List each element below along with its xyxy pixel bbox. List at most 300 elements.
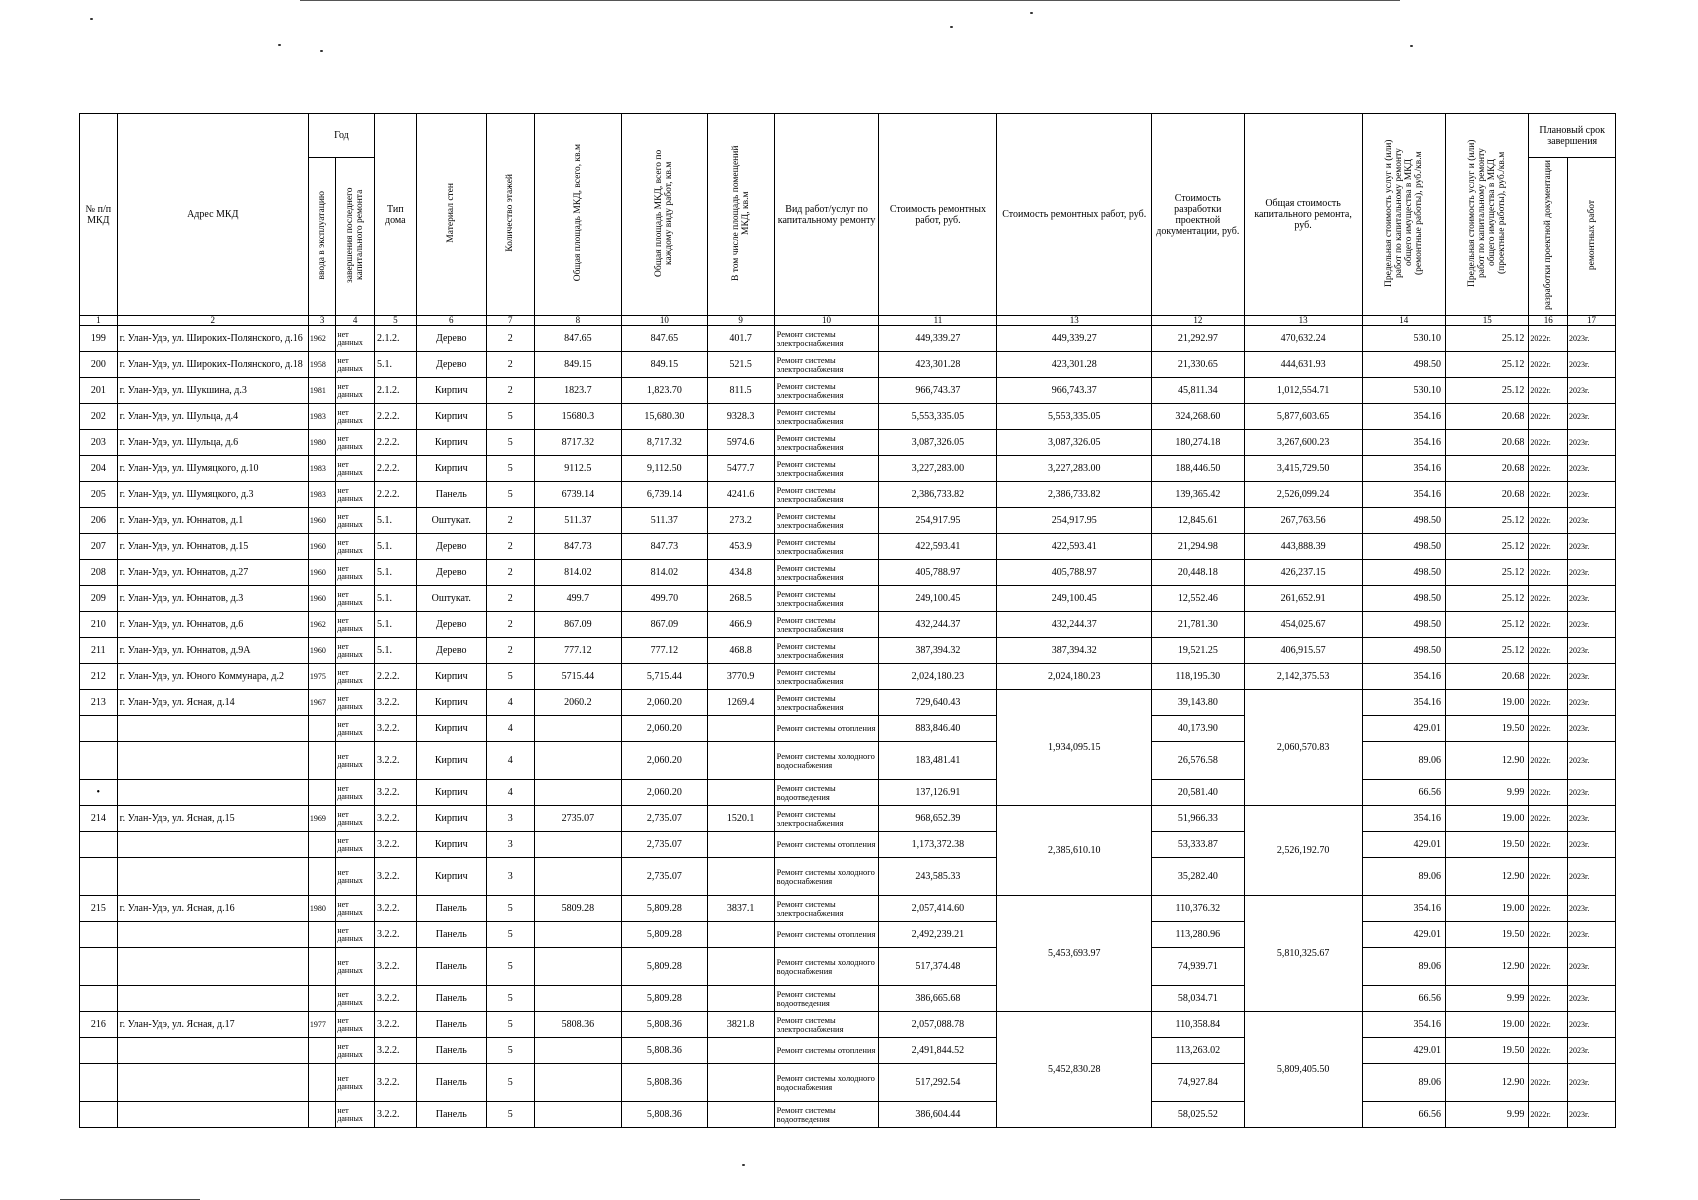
row-floors: 5 bbox=[486, 948, 534, 986]
row-repair-cost-total: 5,553,335.05 bbox=[997, 404, 1152, 430]
row-limit-cost-repair: 354.16 bbox=[1362, 1012, 1445, 1038]
row-year-last-repair: нет данных bbox=[336, 1102, 375, 1128]
row-year-last-repair: нет данных bbox=[336, 780, 375, 806]
row-repair-cost: 517,374.48 bbox=[879, 948, 997, 986]
row-year-last-repair: нет данных bbox=[336, 896, 375, 922]
row-premises-area bbox=[707, 858, 774, 896]
row-year-commission bbox=[308, 832, 335, 858]
column-number: 12 bbox=[1152, 316, 1245, 326]
table-row bbox=[80, 1012, 1616, 1038]
row-repair-cost: 386,604.44 bbox=[879, 1102, 997, 1128]
row-deadline-design: 2022г. bbox=[1529, 742, 1568, 780]
row-year-commission: 1983 bbox=[308, 404, 335, 430]
row-design-cost: 58,025.52 bbox=[1152, 1102, 1245, 1128]
column-number: 10 bbox=[622, 316, 707, 326]
row-design-cost: 180,274.18 bbox=[1152, 430, 1245, 456]
header-work-type: Вид работ/услуг по капитальному ремонту bbox=[774, 114, 879, 316]
row-house-type: 2.1.2. bbox=[374, 378, 416, 404]
row-total-area bbox=[534, 922, 621, 948]
row-year-last-repair: нет данных bbox=[336, 806, 375, 832]
row-premises-area bbox=[707, 716, 774, 742]
row-work-type: Ремонт системы водоотведения bbox=[774, 986, 879, 1012]
row-year-commission: 1960 bbox=[308, 508, 335, 534]
row-repair-cost-total: 2,385,610.10 bbox=[997, 806, 1152, 896]
row-deadline-design: 2022г. bbox=[1529, 586, 1568, 612]
row-deadline-repair: 2023г. bbox=[1568, 430, 1616, 456]
row-area-per-work: 511.37 bbox=[622, 508, 707, 534]
column-number: 15 bbox=[1445, 316, 1528, 326]
row-house-type: 5.1. bbox=[374, 508, 416, 534]
row-deadline-repair: 2023г. bbox=[1568, 896, 1616, 922]
row-work-type: Ремонт системы электроснабжения bbox=[774, 456, 879, 482]
row-limit-cost-design: 19.00 bbox=[1445, 896, 1528, 922]
row-year-last-repair: нет данных bbox=[336, 586, 375, 612]
row-repair-cost: 2,024,180.23 bbox=[879, 664, 997, 690]
table-row bbox=[80, 482, 1616, 508]
row-repair-cost: 386,665.68 bbox=[879, 986, 997, 1012]
row-work-type: Ремонт системы электроснабжения bbox=[774, 638, 879, 664]
row-number: 203 bbox=[80, 430, 118, 456]
row-repair-cost: 422,593.41 bbox=[879, 534, 997, 560]
row-area-per-work: 847.65 bbox=[622, 326, 707, 352]
table-row bbox=[80, 1102, 1616, 1128]
row-repair-cost: 449,339.27 bbox=[879, 326, 997, 352]
row-area-per-work: 867.09 bbox=[622, 612, 707, 638]
row-year-commission bbox=[308, 1038, 335, 1064]
row-year-last-repair: нет данных bbox=[336, 508, 375, 534]
row-wall-material: Кирпич bbox=[416, 664, 486, 690]
row-limit-cost-repair: 89.06 bbox=[1362, 858, 1445, 896]
row-year-last-repair: нет данных bbox=[336, 638, 375, 664]
row-floors: 5 bbox=[486, 1038, 534, 1064]
row-total-area bbox=[534, 1038, 621, 1064]
row-limit-cost-repair: 498.50 bbox=[1362, 612, 1445, 638]
table-row bbox=[80, 948, 1616, 986]
table-row bbox=[80, 638, 1616, 664]
row-premises-area: 5477.7 bbox=[707, 456, 774, 482]
row-limit-cost-design: 20.68 bbox=[1445, 404, 1528, 430]
table-row bbox=[80, 508, 1616, 534]
row-repair-cost: 3,227,283.00 bbox=[879, 456, 997, 482]
row-wall-material: Кирпич bbox=[416, 716, 486, 742]
row-wall-material: Кирпич bbox=[416, 858, 486, 896]
column-number: 9 bbox=[707, 316, 774, 326]
row-total-area: 849.15 bbox=[534, 352, 621, 378]
row-deadline-repair: 2023г. bbox=[1568, 922, 1616, 948]
row-address bbox=[117, 986, 308, 1012]
row-design-cost: 74,927.84 bbox=[1152, 1064, 1245, 1102]
row-limit-cost-design: 19.50 bbox=[1445, 716, 1528, 742]
row-total-cost: 3,267,600.23 bbox=[1244, 430, 1362, 456]
row-address: г. Улан-Удэ, ул. Широких-Полянского, д.16 bbox=[117, 326, 308, 352]
row-area-per-work: 9,112.50 bbox=[622, 456, 707, 482]
row-limit-cost-repair: 66.56 bbox=[1362, 780, 1445, 806]
row-total-area: 777.12 bbox=[534, 638, 621, 664]
row-limit-cost-design: 25.12 bbox=[1445, 378, 1528, 404]
row-area-per-work: 2,060.20 bbox=[622, 690, 707, 716]
table-row bbox=[80, 780, 1616, 806]
row-total-cost: 5,809,405.50 bbox=[1244, 1012, 1362, 1128]
row-premises-area bbox=[707, 1038, 774, 1064]
row-year-last-repair: нет данных bbox=[336, 716, 375, 742]
row-limit-cost-design: 25.12 bbox=[1445, 352, 1528, 378]
row-number: 206 bbox=[80, 508, 118, 534]
row-total-cost: 261,652.91 bbox=[1244, 586, 1362, 612]
row-premises-area: 468.8 bbox=[707, 638, 774, 664]
row-limit-cost-repair: 530.10 bbox=[1362, 326, 1445, 352]
row-repair-cost: 137,126.91 bbox=[879, 780, 997, 806]
row-floors: 2 bbox=[486, 638, 534, 664]
row-limit-cost-design: 20.68 bbox=[1445, 482, 1528, 508]
table-row bbox=[80, 612, 1616, 638]
row-address: г. Улан-Удэ, ул. Юннатов, д.6 bbox=[117, 612, 308, 638]
row-deadline-design: 2022г. bbox=[1529, 1038, 1568, 1064]
row-floors: 5 bbox=[486, 456, 534, 482]
row-repair-cost-total: 2,386,733.82 bbox=[997, 482, 1152, 508]
row-premises-area bbox=[707, 1064, 774, 1102]
row-repair-cost-total: 432,244.37 bbox=[997, 612, 1152, 638]
row-wall-material: Дерево bbox=[416, 560, 486, 586]
column-number: 2 bbox=[117, 316, 308, 326]
scan-speck bbox=[950, 26, 953, 28]
row-total-area: 6739.14 bbox=[534, 482, 621, 508]
row-work-type: Ремонт системы электроснабжения bbox=[774, 508, 879, 534]
row-repair-cost: 387,394.32 bbox=[879, 638, 997, 664]
row-repair-cost: 2,491,844.52 bbox=[879, 1038, 997, 1064]
row-address: г. Улан-Удэ, ул. Шульца, д.4 bbox=[117, 404, 308, 430]
row-number: 204 bbox=[80, 456, 118, 482]
row-house-type: 3.2.2. bbox=[374, 1038, 416, 1064]
row-year-last-repair: нет данных bbox=[336, 948, 375, 986]
row-total-cost: 443,888.39 bbox=[1244, 534, 1362, 560]
row-deadline-repair: 2023г. bbox=[1568, 742, 1616, 780]
row-repair-cost: 2,057,414.60 bbox=[879, 896, 997, 922]
table-row bbox=[80, 586, 1616, 612]
row-floors: 2 bbox=[486, 378, 534, 404]
row-house-type: 5.1. bbox=[374, 534, 416, 560]
row-premises-area bbox=[707, 742, 774, 780]
row-total-area bbox=[534, 1064, 621, 1102]
row-total-area bbox=[534, 1102, 621, 1128]
table-row bbox=[80, 690, 1616, 716]
header-limit-cost-repair: Предельная стоимость услуг и (или) работ по капитальному ремонту общего имущества в МКД (ремонтные работы), руб./кв.м bbox=[1362, 114, 1445, 316]
row-limit-cost-repair: 498.50 bbox=[1362, 586, 1445, 612]
row-design-cost: 45,811.34 bbox=[1152, 378, 1245, 404]
table-row bbox=[80, 560, 1616, 586]
row-address: г. Улан-Удэ, ул. Широких-Полянского, д.18 bbox=[117, 352, 308, 378]
row-premises-area: 401.7 bbox=[707, 326, 774, 352]
table-row bbox=[80, 378, 1616, 404]
row-deadline-design: 2022г. bbox=[1529, 326, 1568, 352]
row-limit-cost-design: 19.00 bbox=[1445, 1012, 1528, 1038]
row-design-cost: 21,292.97 bbox=[1152, 326, 1245, 352]
row-address bbox=[117, 716, 308, 742]
row-total-area: 5809.28 bbox=[534, 896, 621, 922]
row-deadline-design: 2022г. bbox=[1529, 1102, 1568, 1128]
row-house-type: 2.2.2. bbox=[374, 456, 416, 482]
row-deadline-design: 2022г. bbox=[1529, 780, 1568, 806]
row-repair-cost: 249,100.45 bbox=[879, 586, 997, 612]
row-house-type: 3.2.2. bbox=[374, 716, 416, 742]
table-row bbox=[80, 430, 1616, 456]
row-area-per-work: 849.15 bbox=[622, 352, 707, 378]
row-deadline-repair: 2023г. bbox=[1568, 948, 1616, 986]
row-limit-cost-design: 25.12 bbox=[1445, 612, 1528, 638]
row-number bbox=[80, 922, 118, 948]
row-premises-area: 3770.9 bbox=[707, 664, 774, 690]
row-premises-area: 1520.1 bbox=[707, 806, 774, 832]
row-design-cost: 19,521.25 bbox=[1152, 638, 1245, 664]
table-row bbox=[80, 986, 1616, 1012]
row-limit-cost-design: 25.12 bbox=[1445, 560, 1528, 586]
column-number: 7 bbox=[486, 316, 534, 326]
row-year-last-repair: нет данных bbox=[336, 612, 375, 638]
column-number: 5 bbox=[374, 316, 416, 326]
row-deadline-repair: 2023г. bbox=[1568, 534, 1616, 560]
row-number bbox=[80, 986, 118, 1012]
row-floors: 4 bbox=[486, 716, 534, 742]
row-limit-cost-design: 25.12 bbox=[1445, 534, 1528, 560]
row-premises-area: 3821.8 bbox=[707, 1012, 774, 1038]
row-premises-area bbox=[707, 832, 774, 858]
row-wall-material: Панель bbox=[416, 1038, 486, 1064]
row-deadline-repair: 2023г. bbox=[1568, 352, 1616, 378]
row-repair-cost: 2,057,088.78 bbox=[879, 1012, 997, 1038]
row-wall-material: Дерево bbox=[416, 612, 486, 638]
row-repair-cost-total: 2,024,180.23 bbox=[997, 664, 1152, 690]
row-total-area: 5808.36 bbox=[534, 1012, 621, 1038]
row-year-last-repair: нет данных bbox=[336, 742, 375, 780]
row-repair-cost-total: 5,452,830.28 bbox=[997, 1012, 1152, 1128]
row-year-last-repair: нет данных bbox=[336, 1038, 375, 1064]
row-area-per-work: 2,060.20 bbox=[622, 780, 707, 806]
row-year-last-repair: нет данных bbox=[336, 922, 375, 948]
row-wall-material: Панель bbox=[416, 1064, 486, 1102]
row-area-per-work: 15,680.30 bbox=[622, 404, 707, 430]
row-repair-cost: 2,386,733.82 bbox=[879, 482, 997, 508]
row-wall-material: Панель bbox=[416, 922, 486, 948]
row-deadline-repair: 2023г. bbox=[1568, 612, 1616, 638]
row-work-type: Ремонт системы электроснабжения bbox=[774, 896, 879, 922]
row-house-type: 3.2.2. bbox=[374, 742, 416, 780]
row-deadline-repair: 2023г. bbox=[1568, 1102, 1616, 1128]
row-number: • bbox=[80, 780, 118, 806]
row-work-type: Ремонт системы электроснабжения bbox=[774, 1012, 879, 1038]
row-address bbox=[117, 780, 308, 806]
row-total-area: 814.02 bbox=[534, 560, 621, 586]
row-work-type: Ремонт системы электроснабжения bbox=[774, 612, 879, 638]
table-row bbox=[80, 742, 1616, 780]
row-wall-material: Панель bbox=[416, 896, 486, 922]
column-number: 16 bbox=[1529, 316, 1568, 326]
row-limit-cost-design: 20.68 bbox=[1445, 664, 1528, 690]
row-deadline-design: 2022г. bbox=[1529, 690, 1568, 716]
column-number: 10 bbox=[774, 316, 879, 326]
row-design-cost: 20,448.18 bbox=[1152, 560, 1245, 586]
row-total-area: 15680.3 bbox=[534, 404, 621, 430]
row-year-commission: 1975 bbox=[308, 664, 335, 690]
row-year-commission: 1983 bbox=[308, 456, 335, 482]
table-row bbox=[80, 858, 1616, 896]
row-house-type: 3.2.2. bbox=[374, 832, 416, 858]
row-number: 211 bbox=[80, 638, 118, 664]
row-address: г. Улан-Удэ, ул. Ясная, д.16 bbox=[117, 896, 308, 922]
row-total-cost: 2,060,570.83 bbox=[1244, 690, 1362, 806]
row-year-last-repair: нет данных bbox=[336, 986, 375, 1012]
row-total-area bbox=[534, 986, 621, 1012]
row-area-per-work: 777.12 bbox=[622, 638, 707, 664]
row-area-per-work: 5,809.28 bbox=[622, 948, 707, 986]
row-year-commission bbox=[308, 742, 335, 780]
row-total-area: 847.73 bbox=[534, 534, 621, 560]
row-premises-area: 5974.6 bbox=[707, 430, 774, 456]
row-total-area: 2735.07 bbox=[534, 806, 621, 832]
row-deadline-repair: 2023г. bbox=[1568, 832, 1616, 858]
table-row bbox=[80, 456, 1616, 482]
row-house-type: 3.2.2. bbox=[374, 948, 416, 986]
row-total-area: 1823.7 bbox=[534, 378, 621, 404]
row-area-per-work: 2,735.07 bbox=[622, 806, 707, 832]
row-total-cost: 444,631.93 bbox=[1244, 352, 1362, 378]
row-limit-cost-design: 25.12 bbox=[1445, 638, 1528, 664]
row-premises-area bbox=[707, 780, 774, 806]
row-address bbox=[117, 1038, 308, 1064]
header-area-per-work: Общая площадь МКД, всего по каждому виду работ, кв.м bbox=[622, 114, 707, 316]
row-design-cost: 113,263.02 bbox=[1152, 1038, 1245, 1064]
row-limit-cost-repair: 354.16 bbox=[1362, 806, 1445, 832]
column-number: 13 bbox=[1244, 316, 1362, 326]
row-floors: 5 bbox=[486, 482, 534, 508]
row-deadline-repair: 2023г. bbox=[1568, 560, 1616, 586]
row-year-last-repair: нет данных bbox=[336, 832, 375, 858]
row-premises-area: 9328.3 bbox=[707, 404, 774, 430]
row-wall-material: Панель bbox=[416, 986, 486, 1012]
row-year-commission: 1960 bbox=[308, 560, 335, 586]
row-deadline-repair: 2023г. bbox=[1568, 404, 1616, 430]
row-repair-cost-total: 422,593.41 bbox=[997, 534, 1152, 560]
row-area-per-work: 5,808.36 bbox=[622, 1102, 707, 1128]
row-address bbox=[117, 1064, 308, 1102]
row-design-cost: 20,581.40 bbox=[1152, 780, 1245, 806]
row-house-type: 5.1. bbox=[374, 612, 416, 638]
row-limit-cost-design: 20.68 bbox=[1445, 430, 1528, 456]
row-house-type: 3.2.2. bbox=[374, 896, 416, 922]
row-number bbox=[80, 948, 118, 986]
row-deadline-repair: 2023г. bbox=[1568, 326, 1616, 352]
header-floors: Количество этажей bbox=[486, 114, 534, 316]
row-repair-cost: 517,292.54 bbox=[879, 1064, 997, 1102]
row-total-cost: 267,763.56 bbox=[1244, 508, 1362, 534]
row-year-commission: 1960 bbox=[308, 638, 335, 664]
row-repair-cost-total: 966,743.37 bbox=[997, 378, 1152, 404]
row-premises-area: 521.5 bbox=[707, 352, 774, 378]
row-work-type: Ремонт системы электроснабжения bbox=[774, 326, 879, 352]
row-deadline-design: 2022г. bbox=[1529, 922, 1568, 948]
header-deadline-repair: ремонтных работ bbox=[1568, 158, 1616, 316]
row-total-area: 847.65 bbox=[534, 326, 621, 352]
row-year-commission: 1962 bbox=[308, 612, 335, 638]
row-number: 215 bbox=[80, 896, 118, 922]
table-row bbox=[80, 1064, 1616, 1102]
row-repair-cost: 5,553,335.05 bbox=[879, 404, 997, 430]
row-address: г. Улан-Удэ, ул. Ясная, д.14 bbox=[117, 690, 308, 716]
row-wall-material: Кирпич bbox=[416, 430, 486, 456]
row-premises-area: 434.8 bbox=[707, 560, 774, 586]
row-work-type: Ремонт системы холодного водоснабжения bbox=[774, 948, 879, 986]
scan-edge-top bbox=[300, 0, 1400, 1]
row-floors: 3 bbox=[486, 832, 534, 858]
row-year-commission bbox=[308, 986, 335, 1012]
row-deadline-design: 2022г. bbox=[1529, 948, 1568, 986]
row-work-type: Ремонт системы электроснабжения bbox=[774, 352, 879, 378]
row-number bbox=[80, 1102, 118, 1128]
row-house-type: 3.2.2. bbox=[374, 690, 416, 716]
header-limit-cost-design: Предельная стоимость услуг и (или) работ по капитальному ремонту общего имущества в МКД (проектные работы), руб./кв.м bbox=[1445, 114, 1528, 316]
row-wall-material: Панель bbox=[416, 948, 486, 986]
column-number: 11 bbox=[879, 316, 997, 326]
row-total-area: 8717.32 bbox=[534, 430, 621, 456]
row-address: г. Улан-Удэ, ул. Шумяцкого, д.10 bbox=[117, 456, 308, 482]
row-area-per-work: 499.70 bbox=[622, 586, 707, 612]
row-design-cost: 110,358.84 bbox=[1152, 1012, 1245, 1038]
row-floors: 5 bbox=[486, 922, 534, 948]
row-wall-material: Кирпич bbox=[416, 742, 486, 780]
row-design-cost: 40,173.90 bbox=[1152, 716, 1245, 742]
row-design-cost: 39,143.80 bbox=[1152, 690, 1245, 716]
column-number: 14 bbox=[1362, 316, 1445, 326]
row-area-per-work: 5,809.28 bbox=[622, 896, 707, 922]
row-deadline-design: 2022г. bbox=[1529, 560, 1568, 586]
row-year-last-repair: нет данных bbox=[336, 326, 375, 352]
row-limit-cost-repair: 530.10 bbox=[1362, 378, 1445, 404]
row-deadline-repair: 2023г. bbox=[1568, 638, 1616, 664]
row-deadline-repair: 2023г. bbox=[1568, 378, 1616, 404]
table-row bbox=[80, 664, 1616, 690]
table-row bbox=[80, 922, 1616, 948]
row-deadline-design: 2022г. bbox=[1529, 716, 1568, 742]
row-premises-area: 3837.1 bbox=[707, 896, 774, 922]
table-row bbox=[80, 1038, 1616, 1064]
row-area-per-work: 814.02 bbox=[622, 560, 707, 586]
row-deadline-repair: 2023г. bbox=[1568, 586, 1616, 612]
row-address bbox=[117, 948, 308, 986]
row-number: 201 bbox=[80, 378, 118, 404]
row-house-type: 5.1. bbox=[374, 586, 416, 612]
row-limit-cost-design: 25.12 bbox=[1445, 326, 1528, 352]
row-repair-cost: 423,301.28 bbox=[879, 352, 997, 378]
column-number: 8 bbox=[534, 316, 621, 326]
row-total-area bbox=[534, 858, 621, 896]
row-deadline-design: 2022г. bbox=[1529, 534, 1568, 560]
row-area-per-work: 6,739.14 bbox=[622, 482, 707, 508]
row-limit-cost-repair: 354.16 bbox=[1362, 690, 1445, 716]
row-area-per-work: 5,809.28 bbox=[622, 922, 707, 948]
row-total-cost: 406,915.57 bbox=[1244, 638, 1362, 664]
row-floors: 2 bbox=[486, 586, 534, 612]
row-year-last-repair: нет данных bbox=[336, 482, 375, 508]
row-total-area bbox=[534, 780, 621, 806]
row-number bbox=[80, 742, 118, 780]
row-work-type: Ремонт системы отопления bbox=[774, 922, 879, 948]
row-house-type: 2.1.2. bbox=[374, 326, 416, 352]
row-deadline-design: 2022г. bbox=[1529, 456, 1568, 482]
row-deadline-repair: 2023г. bbox=[1568, 482, 1616, 508]
row-premises-area bbox=[707, 986, 774, 1012]
row-premises-area: 453.9 bbox=[707, 534, 774, 560]
row-deadline-repair: 2023г. bbox=[1568, 806, 1616, 832]
row-wall-material: Кирпич bbox=[416, 456, 486, 482]
row-deadline-repair: 2023г. bbox=[1568, 1064, 1616, 1102]
